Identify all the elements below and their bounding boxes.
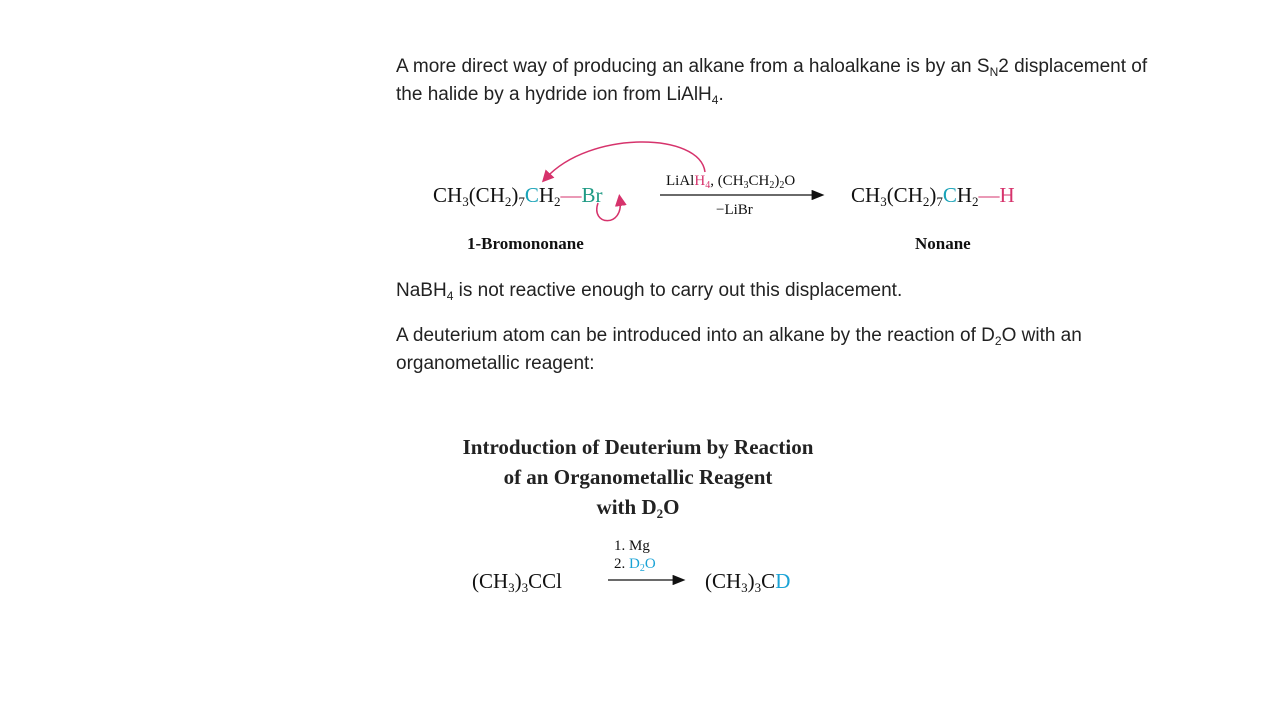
reactant-tert-butyl-chloride: $(CH_3)_3CCl$: [472, 569, 563, 595]
product-name-label: Nonane: [915, 234, 971, 253]
intro-text-c: the halide by a hydride ion from LiAlH: [396, 84, 712, 105]
deuterium-line-2: organometallic reagent:: [396, 353, 595, 374]
intro-text-b: 2 displacement of: [998, 56, 1148, 77]
box-title-line-3: with $D_2O$: [596, 495, 680, 521]
product-deuterated-isobutane: $(CH_3)_3CD$: [705, 569, 791, 595]
step-2-label: 2. $D_2O$: [614, 556, 656, 574]
nabh4-paragraph: NaBH$_4$ is not reactive enough to carry out this displacement.: [396, 280, 903, 303]
reactant-bromononane: $CH_3(CH_2)_7CH_2—Br$: [433, 183, 603, 209]
new-hydrogen: H: [999, 183, 1015, 207]
box-title-line-1: Introduction of Deuterium by Reaction: [462, 435, 814, 459]
deuterium-paragraph: [396, 322, 1276, 378]
reagent-top: LiAlH$_4$, $(CH_3CH_2)_2O$: [666, 173, 796, 191]
sn-subscript: N: [989, 65, 999, 79]
hydride-attack-arrow: [546, 142, 705, 178]
libr-byproduct-label: −LiBr: [716, 202, 753, 218]
reactant-name-label: 1-Bromononane: [467, 234, 584, 253]
lialh4-subscript: 4: [711, 93, 719, 107]
deuterium-box-title: [420, 432, 856, 522]
breaking-bond: —: [560, 183, 582, 207]
step-1-label: 1. Mg: [614, 538, 650, 554]
box-title-line-2: of an Organometallic Reagent: [503, 465, 773, 489]
intro-text-d: .: [718, 84, 724, 105]
leaving-group-arrow: [597, 200, 621, 221]
bromine-atom: Br: [581, 183, 603, 207]
deuterium-line-1: A deuterium atom can be introduced into an alkane by the reaction of $D_2O$ with an: [396, 325, 1082, 348]
reactive-carbon: C: [524, 183, 539, 207]
product-nonane: $CH_3(CH_2)_7CH_2—H$: [851, 183, 1015, 209]
intro-text-a: A more direct way of producing an alkane from a haloalkane is by an S: [396, 56, 990, 77]
deuterium-atom: D: [775, 569, 791, 593]
